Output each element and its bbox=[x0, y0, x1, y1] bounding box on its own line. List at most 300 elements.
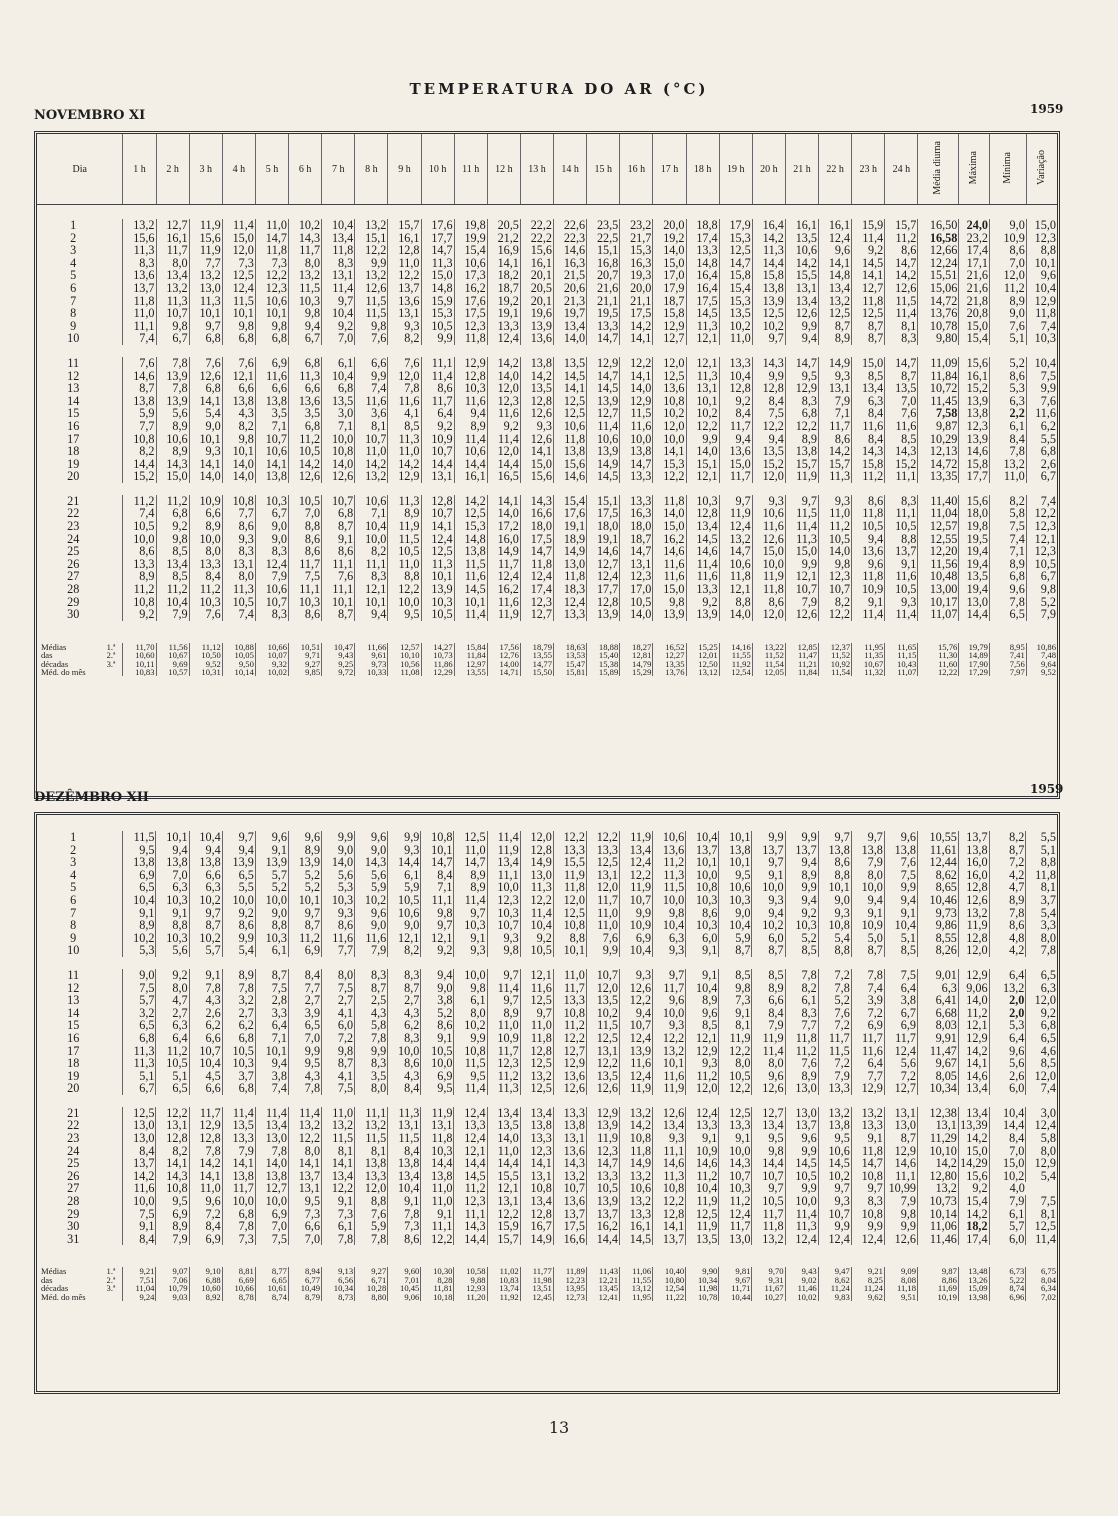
mean-value-cell: 9,61 bbox=[355, 651, 388, 659]
mean-value-cell: 11,21 bbox=[785, 660, 818, 668]
value-cell: 13,7 bbox=[288, 1170, 321, 1183]
value-cell: 10,1 bbox=[222, 307, 255, 320]
value-cell: 9,4 bbox=[851, 894, 884, 907]
value-cell: 17,5 bbox=[520, 533, 553, 546]
mean-value-cell: 9,43 bbox=[322, 651, 355, 659]
value-cell: 14,72 bbox=[918, 458, 959, 471]
value-cell: 11,07 bbox=[918, 608, 959, 621]
value-cell: 8,26 bbox=[918, 944, 959, 957]
value-cell: 14,1 bbox=[653, 445, 686, 458]
value-cell: 8,2 bbox=[785, 982, 818, 995]
value-cell: 21,5 bbox=[554, 269, 587, 282]
day-cell: 11 bbox=[67, 968, 80, 982]
value-cell: 10,7 bbox=[189, 1045, 222, 1058]
value-cell: 7,9 bbox=[989, 1195, 1026, 1208]
value-cell: 15,8 bbox=[852, 458, 885, 471]
value-cell: 5,8 bbox=[1026, 1132, 1057, 1145]
value-cell: 10,4 bbox=[322, 219, 355, 232]
value-cell: 14,1 bbox=[653, 1220, 686, 1233]
value-cell: 6,0 bbox=[989, 1233, 1026, 1246]
value-cell: 15,7 bbox=[885, 219, 918, 232]
mean-label: das bbox=[41, 651, 53, 660]
value-cell: 11,0 bbox=[553, 969, 586, 982]
value-cell: 7,0 bbox=[989, 1145, 1026, 1158]
value-cell: 6,8 bbox=[222, 332, 255, 345]
value-cell: 8,5 bbox=[156, 545, 189, 558]
value-cell: 14,9 bbox=[520, 1233, 553, 1246]
mean-value-cell: 13,76 bbox=[653, 668, 686, 676]
day-cell: 1 bbox=[70, 219, 77, 232]
value-cell: 11,8 bbox=[454, 332, 487, 345]
value-cell: 9,9 bbox=[785, 1145, 818, 1158]
value-cell: 15,51 bbox=[918, 269, 959, 282]
table-row bbox=[37, 856, 1057, 869]
value-cell: 14,1 bbox=[487, 495, 520, 508]
value-cell: 15,9 bbox=[487, 1220, 520, 1233]
value-cell: 14,0 bbox=[487, 507, 520, 520]
value-cell: 10,6 bbox=[156, 433, 189, 446]
value-cell: 13,4 bbox=[322, 1170, 355, 1183]
value-cell: 10,4 bbox=[322, 370, 355, 383]
value-cell: 13,8 bbox=[388, 1157, 421, 1170]
value-cell: 13,1 bbox=[553, 1132, 586, 1145]
value-cell: 12,8 bbox=[958, 932, 989, 945]
value-cell: 11,3 bbox=[520, 881, 553, 894]
value-cell: 11,5 bbox=[885, 295, 918, 308]
value-cell: 13,1 bbox=[487, 1195, 520, 1208]
value-cell: 15,6 bbox=[123, 232, 156, 245]
value-cell: 5,9 bbox=[388, 881, 421, 894]
value-cell: 11,5 bbox=[653, 881, 686, 894]
value-cell: 12,6 bbox=[785, 307, 818, 320]
value-cell: 10,1 bbox=[255, 1045, 288, 1058]
value-cell: 9,8 bbox=[752, 1145, 785, 1158]
value-cell: 8,7 bbox=[719, 944, 752, 957]
table-row bbox=[37, 1070, 1057, 1083]
value-cell: 14,5 bbox=[454, 583, 487, 596]
value-cell: 12,4 bbox=[454, 1132, 487, 1145]
value-cell: 10,5 bbox=[586, 1182, 619, 1195]
value-cell: 11,7 bbox=[719, 420, 752, 433]
value-cell: 9,3 bbox=[818, 907, 851, 920]
day-cell: 14 bbox=[67, 394, 80, 408]
header-hour-3 bbox=[189, 134, 222, 205]
value-cell: 12,3 bbox=[520, 1145, 553, 1158]
value-cell: 9,1 bbox=[851, 1132, 884, 1145]
mean-value-cell: 9,81 bbox=[719, 1267, 752, 1275]
value-cell: 11,0 bbox=[989, 470, 1026, 483]
value-cell: 9,3 bbox=[819, 370, 852, 383]
value-cell: 13,3 bbox=[487, 320, 520, 333]
value-cell: 4,2 bbox=[989, 944, 1026, 957]
value-cell: 5,2 bbox=[255, 881, 288, 894]
day-cell: 12 bbox=[67, 369, 80, 383]
mean-label-cell bbox=[37, 1293, 123, 1301]
value-cell: 10,7 bbox=[355, 433, 388, 446]
mean-value-cell: 12,54 bbox=[719, 668, 752, 676]
table-row bbox=[37, 1157, 1057, 1170]
value-cell: 6,2 bbox=[388, 1019, 421, 1032]
value-cell: 6,3 bbox=[918, 982, 959, 995]
value-cell: 13,3 bbox=[620, 1208, 653, 1221]
value-cell: 12,6 bbox=[785, 608, 818, 621]
value-cell: 10,0 bbox=[620, 433, 653, 446]
value-cell: 7,5 bbox=[884, 969, 917, 982]
value-cell: 5,1 bbox=[1026, 844, 1057, 857]
mean-value-cell: 14,89 bbox=[959, 651, 990, 659]
value-cell: 16,8 bbox=[587, 257, 620, 270]
header-hour-1-text: 1 h bbox=[133, 163, 146, 175]
value-cell: 6,4 bbox=[989, 1032, 1026, 1045]
value-cell: 20,5 bbox=[487, 219, 520, 232]
value-cell: 13,9 bbox=[255, 856, 288, 869]
value-cell: 14,3 bbox=[454, 1220, 487, 1233]
decade-mean-row bbox=[37, 1284, 1057, 1292]
value-cell: 9,1 bbox=[852, 596, 885, 609]
value-cell: 3,9 bbox=[288, 1007, 321, 1020]
value-cell: 7,6 bbox=[785, 1057, 818, 1070]
value-cell: 7,9 bbox=[819, 395, 852, 408]
value-cell: 14,2 bbox=[958, 1132, 989, 1145]
value-cell: 4,1 bbox=[388, 407, 421, 420]
header-hour-4 bbox=[222, 134, 255, 205]
value-cell: 13,9 bbox=[288, 856, 321, 869]
mean-value-cell: 13,45 bbox=[586, 1284, 619, 1292]
value-cell: 6,1 bbox=[255, 944, 288, 957]
value-cell: 14,8 bbox=[454, 533, 487, 546]
value-cell: 7,9 bbox=[255, 570, 288, 583]
value-cell: 10,0 bbox=[653, 894, 686, 907]
mean-value-cell: 9,10 bbox=[189, 1267, 222, 1275]
value-cell: 11,7 bbox=[586, 894, 619, 907]
value-cell: 10,3 bbox=[156, 932, 189, 945]
mean-value-cell: 6,77 bbox=[288, 1276, 321, 1284]
value-cell: 11,6 bbox=[620, 420, 653, 433]
value-cell: 11,8 bbox=[752, 583, 785, 596]
table-row bbox=[37, 533, 1057, 546]
value-cell: 13,5 bbox=[719, 307, 752, 320]
mean-value-cell: 10,51 bbox=[289, 643, 322, 651]
value-cell: 9,3 bbox=[222, 533, 255, 546]
value-cell: 15,3 bbox=[719, 232, 752, 245]
value-cell: 11,6 bbox=[852, 420, 885, 433]
value-cell: 13,9 bbox=[653, 608, 686, 621]
value-cell: 12,5 bbox=[1026, 1220, 1057, 1233]
value-cell: 8,9 bbox=[156, 1220, 189, 1233]
value-cell: 11,7 bbox=[818, 1032, 851, 1045]
value-cell: 9,5 bbox=[288, 1195, 321, 1208]
value-cell: 11,6 bbox=[620, 1057, 653, 1070]
value-cell: 10,2 bbox=[752, 320, 785, 333]
value-cell: 8,9 bbox=[156, 420, 189, 433]
value-cell: 12,4 bbox=[587, 570, 620, 583]
value-cell: 16,1 bbox=[959, 370, 990, 383]
value-cell: 14,5 bbox=[818, 1157, 851, 1170]
value-cell: 7,7 bbox=[288, 982, 321, 995]
mean-value-cell: 6,65 bbox=[255, 1276, 288, 1284]
value-cell: 24,0 bbox=[959, 219, 990, 232]
value-cell: 11,2 bbox=[653, 856, 686, 869]
value-cell: 8,9 bbox=[752, 982, 785, 995]
value-cell: 15,06 bbox=[918, 282, 959, 295]
value-cell: 14,7 bbox=[851, 1157, 884, 1170]
value-cell: 10,0 bbox=[222, 1195, 255, 1208]
value-cell: 10,3 bbox=[421, 596, 454, 609]
mean-value-cell: 13,12 bbox=[686, 668, 719, 676]
value-cell: 13,3 bbox=[553, 844, 586, 857]
value-cell: 12,9 bbox=[587, 357, 620, 370]
value-cell: 7,2 bbox=[851, 1007, 884, 1020]
value-cell: 4,3 bbox=[388, 1007, 421, 1020]
value-cell: 18,7 bbox=[653, 295, 686, 308]
value-cell: 10,0 bbox=[752, 881, 785, 894]
value-cell: 14,0 bbox=[653, 507, 686, 520]
header-hour-6 bbox=[289, 134, 322, 205]
value-cell: 13,35 bbox=[918, 470, 959, 483]
value-cell: 8,03 bbox=[918, 1019, 959, 1032]
value-cell: 11,9 bbox=[388, 520, 421, 533]
decade-mean-row bbox=[37, 668, 1057, 676]
value-cell: 13,4 bbox=[958, 1107, 989, 1120]
value-cell: 13,5 bbox=[520, 382, 553, 395]
value-cell: 10,4 bbox=[322, 307, 355, 320]
value-cell: 14,7 bbox=[719, 257, 752, 270]
value-cell: 8,1 bbox=[885, 320, 918, 333]
value-cell: 13,3 bbox=[719, 1119, 752, 1132]
value-cell: 7,2 bbox=[189, 1208, 222, 1221]
value-cell: 8,7 bbox=[752, 944, 785, 957]
value-cell: 11,8 bbox=[554, 433, 587, 446]
value-cell: 12,5 bbox=[123, 1107, 156, 1120]
mean-value-cell: 12,76 bbox=[487, 651, 520, 659]
value-cell: 13,9 bbox=[587, 395, 620, 408]
value-cell: 6,8 bbox=[989, 570, 1026, 583]
value-cell: 11,47 bbox=[918, 1045, 959, 1058]
value-cell: 14,4 bbox=[421, 1157, 454, 1170]
value-cell: 15,6 bbox=[959, 357, 990, 370]
decade-mean-row bbox=[37, 643, 1057, 651]
value-cell: 13,3 bbox=[586, 1170, 619, 1183]
header-hour-9-text: 9 h bbox=[398, 163, 411, 175]
table-row bbox=[37, 1007, 1057, 1020]
value-cell: 7,7 bbox=[189, 257, 222, 270]
value-cell: 11,0 bbox=[487, 1145, 520, 1158]
value-cell: 13,5 bbox=[322, 395, 355, 408]
mean-value-cell: 9,27 bbox=[289, 660, 322, 668]
value-cell: 12,0 bbox=[752, 608, 785, 621]
value-cell: 7,9 bbox=[884, 1195, 917, 1208]
value-cell: 13,3 bbox=[355, 1170, 388, 1183]
gap-cell bbox=[37, 1095, 1057, 1107]
value-cell: 13,2 bbox=[989, 982, 1026, 995]
value-cell: 10,9 bbox=[989, 232, 1026, 245]
value-cell: 8,9 bbox=[222, 969, 255, 982]
value-cell: 7,9 bbox=[156, 1233, 189, 1246]
value-cell: 8,0 bbox=[1026, 932, 1057, 945]
value-cell: 11,2 bbox=[189, 583, 222, 596]
value-cell: 8,2 bbox=[222, 420, 255, 433]
value-cell: 7,0 bbox=[989, 257, 1026, 270]
value-cell: 9,87 bbox=[918, 420, 959, 433]
value-cell: 13,3 bbox=[686, 583, 719, 596]
page-title: TEMPERATURA DO AR (°C) bbox=[409, 80, 709, 98]
value-cell: 4,8 bbox=[989, 932, 1026, 945]
mean-value-cell: 9,88 bbox=[454, 1276, 487, 1284]
value-cell: 7,1 bbox=[255, 1032, 288, 1045]
value-cell: 17,4 bbox=[686, 232, 719, 245]
value-cell: 6,8 bbox=[222, 1032, 255, 1045]
value-cell: 13,9 bbox=[959, 395, 990, 408]
day-cell: 20 bbox=[67, 1082, 80, 1095]
value-cell: 13,5 bbox=[554, 357, 587, 370]
value-cell: 11,3 bbox=[123, 1045, 156, 1058]
value-cell: 10,99 bbox=[884, 1182, 917, 1195]
value-cell: 13,5 bbox=[586, 1070, 619, 1083]
value-cell: 4,2 bbox=[989, 869, 1026, 882]
mean-value-cell: 14,77 bbox=[520, 660, 553, 668]
value-cell: 13,8 bbox=[719, 844, 752, 857]
value-cell: 21,6 bbox=[959, 269, 990, 282]
value-cell: 4,3 bbox=[288, 1070, 321, 1083]
value-cell: 20,8 bbox=[959, 307, 990, 320]
value-cell: 10,0 bbox=[222, 894, 255, 907]
mean-value-cell: 11,12 bbox=[189, 643, 222, 651]
value-cell: 12,7 bbox=[553, 1045, 586, 1058]
mean-value-cell: 11,18 bbox=[884, 1284, 917, 1292]
mean-value-cell: 6,73 bbox=[989, 1267, 1026, 1275]
value-cell: 10,5 bbox=[885, 520, 918, 533]
header-dia-text: Dia bbox=[72, 163, 87, 175]
value-cell: 12,8 bbox=[454, 370, 487, 383]
value-cell: 12,0 bbox=[388, 370, 421, 383]
value-cell: 10,4 bbox=[686, 982, 719, 995]
value-cell: 7,6 bbox=[1026, 395, 1057, 408]
value-cell: 11,4 bbox=[1026, 1233, 1057, 1246]
mean-value-cell: 10,50 bbox=[189, 651, 222, 659]
value-cell: 11,1 bbox=[884, 1170, 917, 1183]
value-cell: 5,3 bbox=[989, 1019, 1026, 1032]
value-cell: 7,8 bbox=[189, 1145, 222, 1158]
value-cell: 11,6 bbox=[388, 395, 421, 408]
value-cell: 8,4 bbox=[288, 969, 321, 982]
value-cell: 14,0 bbox=[554, 332, 587, 345]
value-cell: 5,2 bbox=[785, 932, 818, 945]
header-hour-19 bbox=[719, 134, 752, 205]
value-cell: 8,0 bbox=[851, 869, 884, 882]
table-row bbox=[37, 370, 1057, 383]
value-cell: 14,1 bbox=[852, 269, 885, 282]
day-cell: 15 bbox=[67, 407, 80, 420]
value-cell: 13,2 bbox=[322, 1119, 355, 1132]
value-cell: 9,7 bbox=[818, 1182, 851, 1195]
value-cell: 6,3 bbox=[156, 881, 189, 894]
mean-value-cell: 10,07 bbox=[255, 651, 288, 659]
mean-value-cell: 8,94 bbox=[288, 1267, 321, 1275]
value-cell: 14,2 bbox=[123, 1170, 156, 1183]
value-cell: 5,2 bbox=[288, 881, 321, 894]
value-cell: 13,2 bbox=[620, 1170, 653, 1183]
value-cell: 13,1 bbox=[586, 1045, 619, 1058]
value-cell: 8,4 bbox=[752, 1007, 785, 1020]
value-cell: 12,0 bbox=[1026, 1070, 1057, 1083]
day-cell: 30 bbox=[67, 608, 80, 621]
mean-value-cell: 10,43 bbox=[885, 660, 918, 668]
value-cell: 17,0 bbox=[653, 269, 686, 282]
day-cell: 4 bbox=[70, 256, 77, 270]
value-cell: 9,8 bbox=[653, 907, 686, 920]
value-cell: 16,9 bbox=[487, 244, 520, 257]
value-cell: 17,7 bbox=[421, 232, 454, 245]
mean-value-cell: 7,01 bbox=[388, 1276, 421, 1284]
mean-value-cell: 9,51 bbox=[884, 1293, 917, 1301]
value-cell: 4,1 bbox=[322, 1007, 355, 1020]
day-cell: 7 bbox=[70, 906, 77, 920]
mean-label-cell bbox=[37, 643, 123, 651]
value-cell: 10,6 bbox=[554, 420, 587, 433]
value-cell: 13,8 bbox=[156, 856, 189, 869]
value-cell: 11,0 bbox=[719, 332, 752, 345]
value-cell: 12,9 bbox=[586, 1107, 619, 1120]
header-hour-3-text: 3 h bbox=[199, 163, 212, 175]
table-row bbox=[37, 1145, 1057, 1158]
value-cell: 14,7 bbox=[255, 232, 288, 245]
value-cell: 8,6 bbox=[752, 596, 785, 609]
value-cell: 10,78 bbox=[918, 320, 959, 333]
value-cell: 14,3 bbox=[520, 495, 553, 508]
value-cell: 11,2 bbox=[719, 1195, 752, 1208]
value-cell: 7,9 bbox=[222, 1145, 255, 1158]
value-cell: 15,0 bbox=[653, 520, 686, 533]
value-cell: 14,29 bbox=[960, 1157, 988, 1170]
mean-value-cell: 18,79 bbox=[520, 643, 553, 651]
header-hour-18 bbox=[686, 134, 719, 205]
mean-label: Méd. do mês bbox=[41, 668, 86, 677]
value-cell: 11,1 bbox=[487, 869, 520, 882]
value-cell: 14,4 bbox=[487, 458, 520, 471]
value-cell: 12,6 bbox=[289, 470, 322, 483]
value-cell: 12,1 bbox=[686, 357, 719, 370]
value-cell: 8,2 bbox=[989, 831, 1026, 844]
value-cell: 11,04 bbox=[918, 507, 959, 520]
value-cell: 9,4 bbox=[785, 856, 818, 869]
value-cell: 15,3 bbox=[620, 244, 653, 257]
value-cell: 11,7 bbox=[884, 1032, 917, 1045]
value-cell: 6,8 bbox=[189, 332, 222, 345]
value-cell: 10,4 bbox=[355, 520, 388, 533]
value-cell: 10,46 bbox=[918, 894, 959, 907]
value-cell: 11,4 bbox=[852, 608, 885, 621]
mean-value-cell: 10,49 bbox=[288, 1284, 321, 1292]
value-cell: 10,3 bbox=[785, 919, 818, 932]
value-cell: 10,5 bbox=[123, 520, 156, 533]
value-cell: 16,3 bbox=[620, 257, 653, 270]
mean-value-cell: 7,97 bbox=[989, 668, 1026, 676]
table-row bbox=[37, 433, 1057, 446]
value-cell: 6,8 bbox=[1026, 1019, 1057, 1032]
table-row bbox=[37, 219, 1057, 232]
value-cell: 13,3 bbox=[620, 495, 653, 508]
value-cell: 8,5 bbox=[884, 944, 917, 957]
mean-value-cell: 12,73 bbox=[553, 1293, 586, 1301]
value-cell: 9,7 bbox=[189, 907, 222, 920]
value-cell: 8,7 bbox=[851, 944, 884, 957]
value-cell: 6,6 bbox=[189, 1082, 222, 1095]
value-cell: 7,6 bbox=[189, 608, 222, 621]
value-cell: 7,5 bbox=[123, 1208, 156, 1221]
value-cell: 11,4 bbox=[785, 520, 818, 533]
value-cell: 6,0 bbox=[752, 932, 785, 945]
mean-value-cell: 13,53 bbox=[554, 651, 587, 659]
